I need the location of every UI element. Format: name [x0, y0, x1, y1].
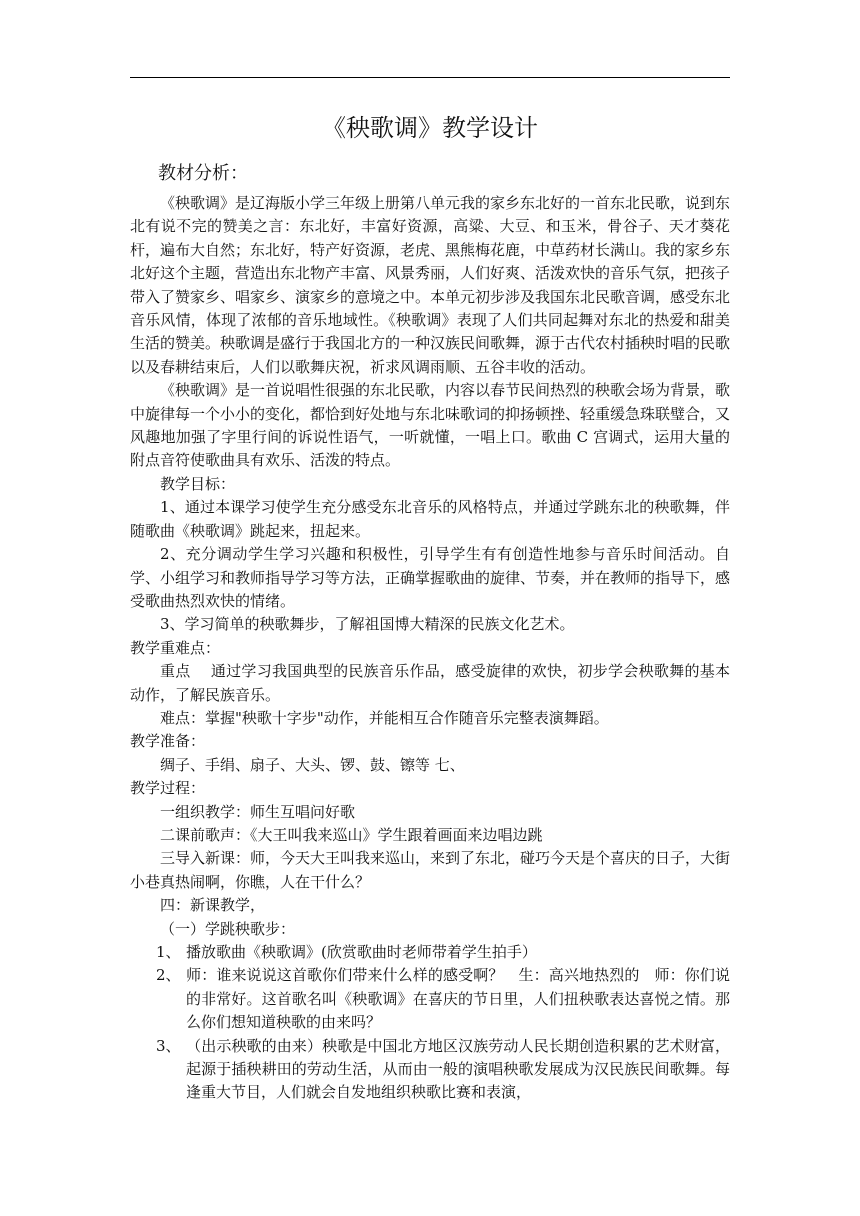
list-item-text: 师：谁来说说这首歌你们带来什么样的感受啊？ 生：高兴地热烈的 师：你们说的非常好。这首歌名叫《秧歌调》在喜庆的节日里，人们扭秧歌表达喜悦之情。那么你们想知道秧歌的由来吗？ — [186, 966, 730, 1032]
goal-item-3: 3、学习简单的秧歌舞步，了解祖国博大精深的民族文化艺术。 — [160, 615, 575, 634]
header-rule — [130, 77, 730, 78]
list-item-number: 3、 — [156, 1036, 181, 1055]
list-item-text: 播放歌曲《秧歌调》(欣赏歌曲时老师带着学生拍手） — [186, 943, 537, 961]
list-item-2 — [130, 964, 730, 1034]
process-step-2: 二课前歌声：《大王叫我来巡山》学生跟着画面来边唱边跳 — [160, 825, 543, 844]
paragraph-analysis-2: 《秧歌调》是一首说唱性很强的东北民歌，内容以春节民间热烈的秧歌会场为背景，歌中旋律每一个小小的变化，都恰到好处地与东北味歌词的抑扬顿挫、轻重缓急珠联璧合，又风趣地加强了字里行间的诉说性语气，一听就懂，一唱上口。歌曲 C 宫调式，运用大量的附点音符使歌曲具有欢乐、活泼的特点。 — [130, 381, 731, 470]
sub-section-1: （一）学跳秧歌步： — [160, 919, 296, 938]
difficulty-text: 难点：掌握"秧歌十字步"动作，并能相互合作随音乐完整表演舞蹈。 — [160, 708, 609, 727]
list-item-text: （出示秧歌的由来）秧歌是中国北方地区汉族劳动人民长期创造积累的艺术财富，起源于插秧耕田的劳动生活，从而由一般的演唱秧歌发展成为汉民族民间歌舞。每逢重大节目，人们就会自发地组织秧歌比赛和表演， — [186, 1036, 730, 1102]
list-item-number: 2、 — [156, 966, 181, 985]
key-point-text: 重点 通过学习我国典型的民族音乐作品，感受旋律的欢快，初步学会秧歌舞的基本动作，了解民族音乐。 — [130, 662, 730, 704]
goals-heading: 教学目标： — [160, 474, 236, 493]
process-step-1: 一组织教学：师生互唱问好歌 — [160, 802, 356, 821]
page-title: 《秧歌调》教学设计 — [322, 114, 538, 142]
process-step-4: 四：新课教学， — [160, 896, 266, 915]
list-item-3 — [130, 1035, 730, 1105]
preparation-text: 绸子、手绢、扇子、大头、锣、鼓、镲等 七、 — [160, 755, 465, 774]
document-page — [130, 108, 730, 1105]
goal-item-2: 2、充分调动学生学习兴趣和积极性，引导学生有有创造性地参与音乐时间活动。自学、小组学习和教师指导学习等方法，正确掌握歌曲的旋律、节奏，并在教师的指导下，感受歌曲热烈欢快的情绪。 — [130, 545, 731, 610]
key-points-heading: 教学重难点： — [130, 638, 221, 657]
list-item-1 — [130, 941, 730, 964]
paragraph-analysis-1: 《秧歌调》是辽海版小学三年级上册第八单元我的家乡东北好的一首东北民歌，说到东北有说不完的赞美之言：东北好，丰富好资源，高粱、大豆、和玉米，骨谷子、天才葵花杆，遍布大自然；东北好，特产好资源，老虎、黑熊梅花鹿，中草药材长满山。我的家乡东北好这个主题，营造出东北物产丰富、风景秀丽，人们好爽、活泼欢快的音乐气氛，把孩子带入了赞家乡、唱家乡、演家乡的意境之中。本单元初步涉及我国东北民歌音调，感受东北音乐风情，体现了浓郁的音乐地域性。《秧歌调》表现了人们共同起舞对东北的热爱和甜美生活的赞美。秧歌调是盛行于我国北方的一种汉族民间歌舞，源于古代农村插秧时唱的民歌以及春耕结束后，人们以歌舞庆祝，祈求风调雨顺、五谷丰收的活动。 — [130, 194, 731, 376]
process-step-3: 三导入新课：师，今天大王叫我来巡山，来到了东北，碰巧今天是个喜庆的日子，大街小巷真热闹啊，你瞧，人在干什么？ — [130, 849, 731, 891]
process-heading: 教学过程： — [130, 779, 206, 798]
section-heading-analysis: 教材分析： — [158, 163, 248, 184]
list-item-number: 1、 — [156, 943, 181, 961]
goal-item-1: 1、通过本课学习使学生充分感受东北音乐的风格特点，并通过学跳东北的秧歌舞，伴随歌曲《秧歌调》跳起来，扭起来。 — [130, 498, 730, 540]
preparation-heading: 教学准备： — [130, 732, 206, 751]
